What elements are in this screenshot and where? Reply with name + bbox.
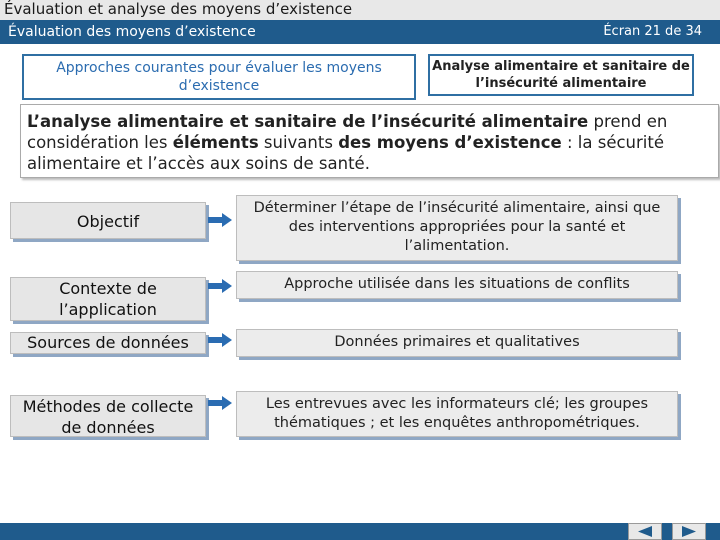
row-label-context: Contexte de l’application [10,277,206,321]
intro-text-2: suivants [258,133,339,152]
tab-common-approaches-label: Approches courantes pour évaluer les moyens d’existence [56,60,382,94]
app-title: Évaluation et analyse des moyens d’existence [4,0,353,18]
intro-bold-livelihoods: des moyens d’existence [338,133,562,152]
next-screen-button[interactable] [672,523,706,540]
intro-bold-title: L’analyse alimentaire et sanitaire de l’insécurité alimentaire [27,112,589,131]
row-label-collection-methods: Méthodes de collecte de données [10,395,206,437]
bottom-bar [0,523,720,540]
row-value-objective: Déterminer l’étape de l’insécurité alimentaire, ainsi que des interventions appropriées pour la santé et l’alimentation. [236,195,678,261]
triangle-right-icon [682,526,696,537]
arrow-right-icon [208,396,232,410]
row-value-context: Approche utilisée dans les situations de conflits [236,271,678,299]
intro-bold-elements: éléments [172,133,259,152]
arrow-right-icon [208,279,232,293]
module-header [0,20,720,44]
module-title: Évaluation des moyens d’existence [8,24,256,40]
tab-food-health-analysis[interactable] [428,54,694,96]
intro-text-box [20,104,719,178]
arrow-right-icon [208,213,232,227]
row-label-data-sources: Sources de données [10,332,206,354]
row-value-collection-methods: Les entrevues avec les informateurs clé; les groupes thématiques ; et les enquêtes anthropométriques. [236,391,678,437]
previous-screen-button[interactable] [628,523,662,540]
app-title-bar [0,0,720,20]
row-label-objective: Objectif [10,202,206,239]
row-value-data-sources: Données primaires et qualitatives [236,329,678,357]
triangle-left-icon [638,526,652,537]
tab-common-approaches[interactable] [22,54,416,100]
intro-text-3: : la sécurité alimentaire et l’accès aux soins de santé. [27,133,664,173]
screen-counter: Écran 21 de 34 [603,24,702,39]
intro-text-1: prend en considération les [27,112,668,152]
arrow-right-icon [208,333,232,347]
tab-food-health-analysis-label: Analyse alimentaire et sanitaire de l’insécurité alimentaire [432,59,690,91]
